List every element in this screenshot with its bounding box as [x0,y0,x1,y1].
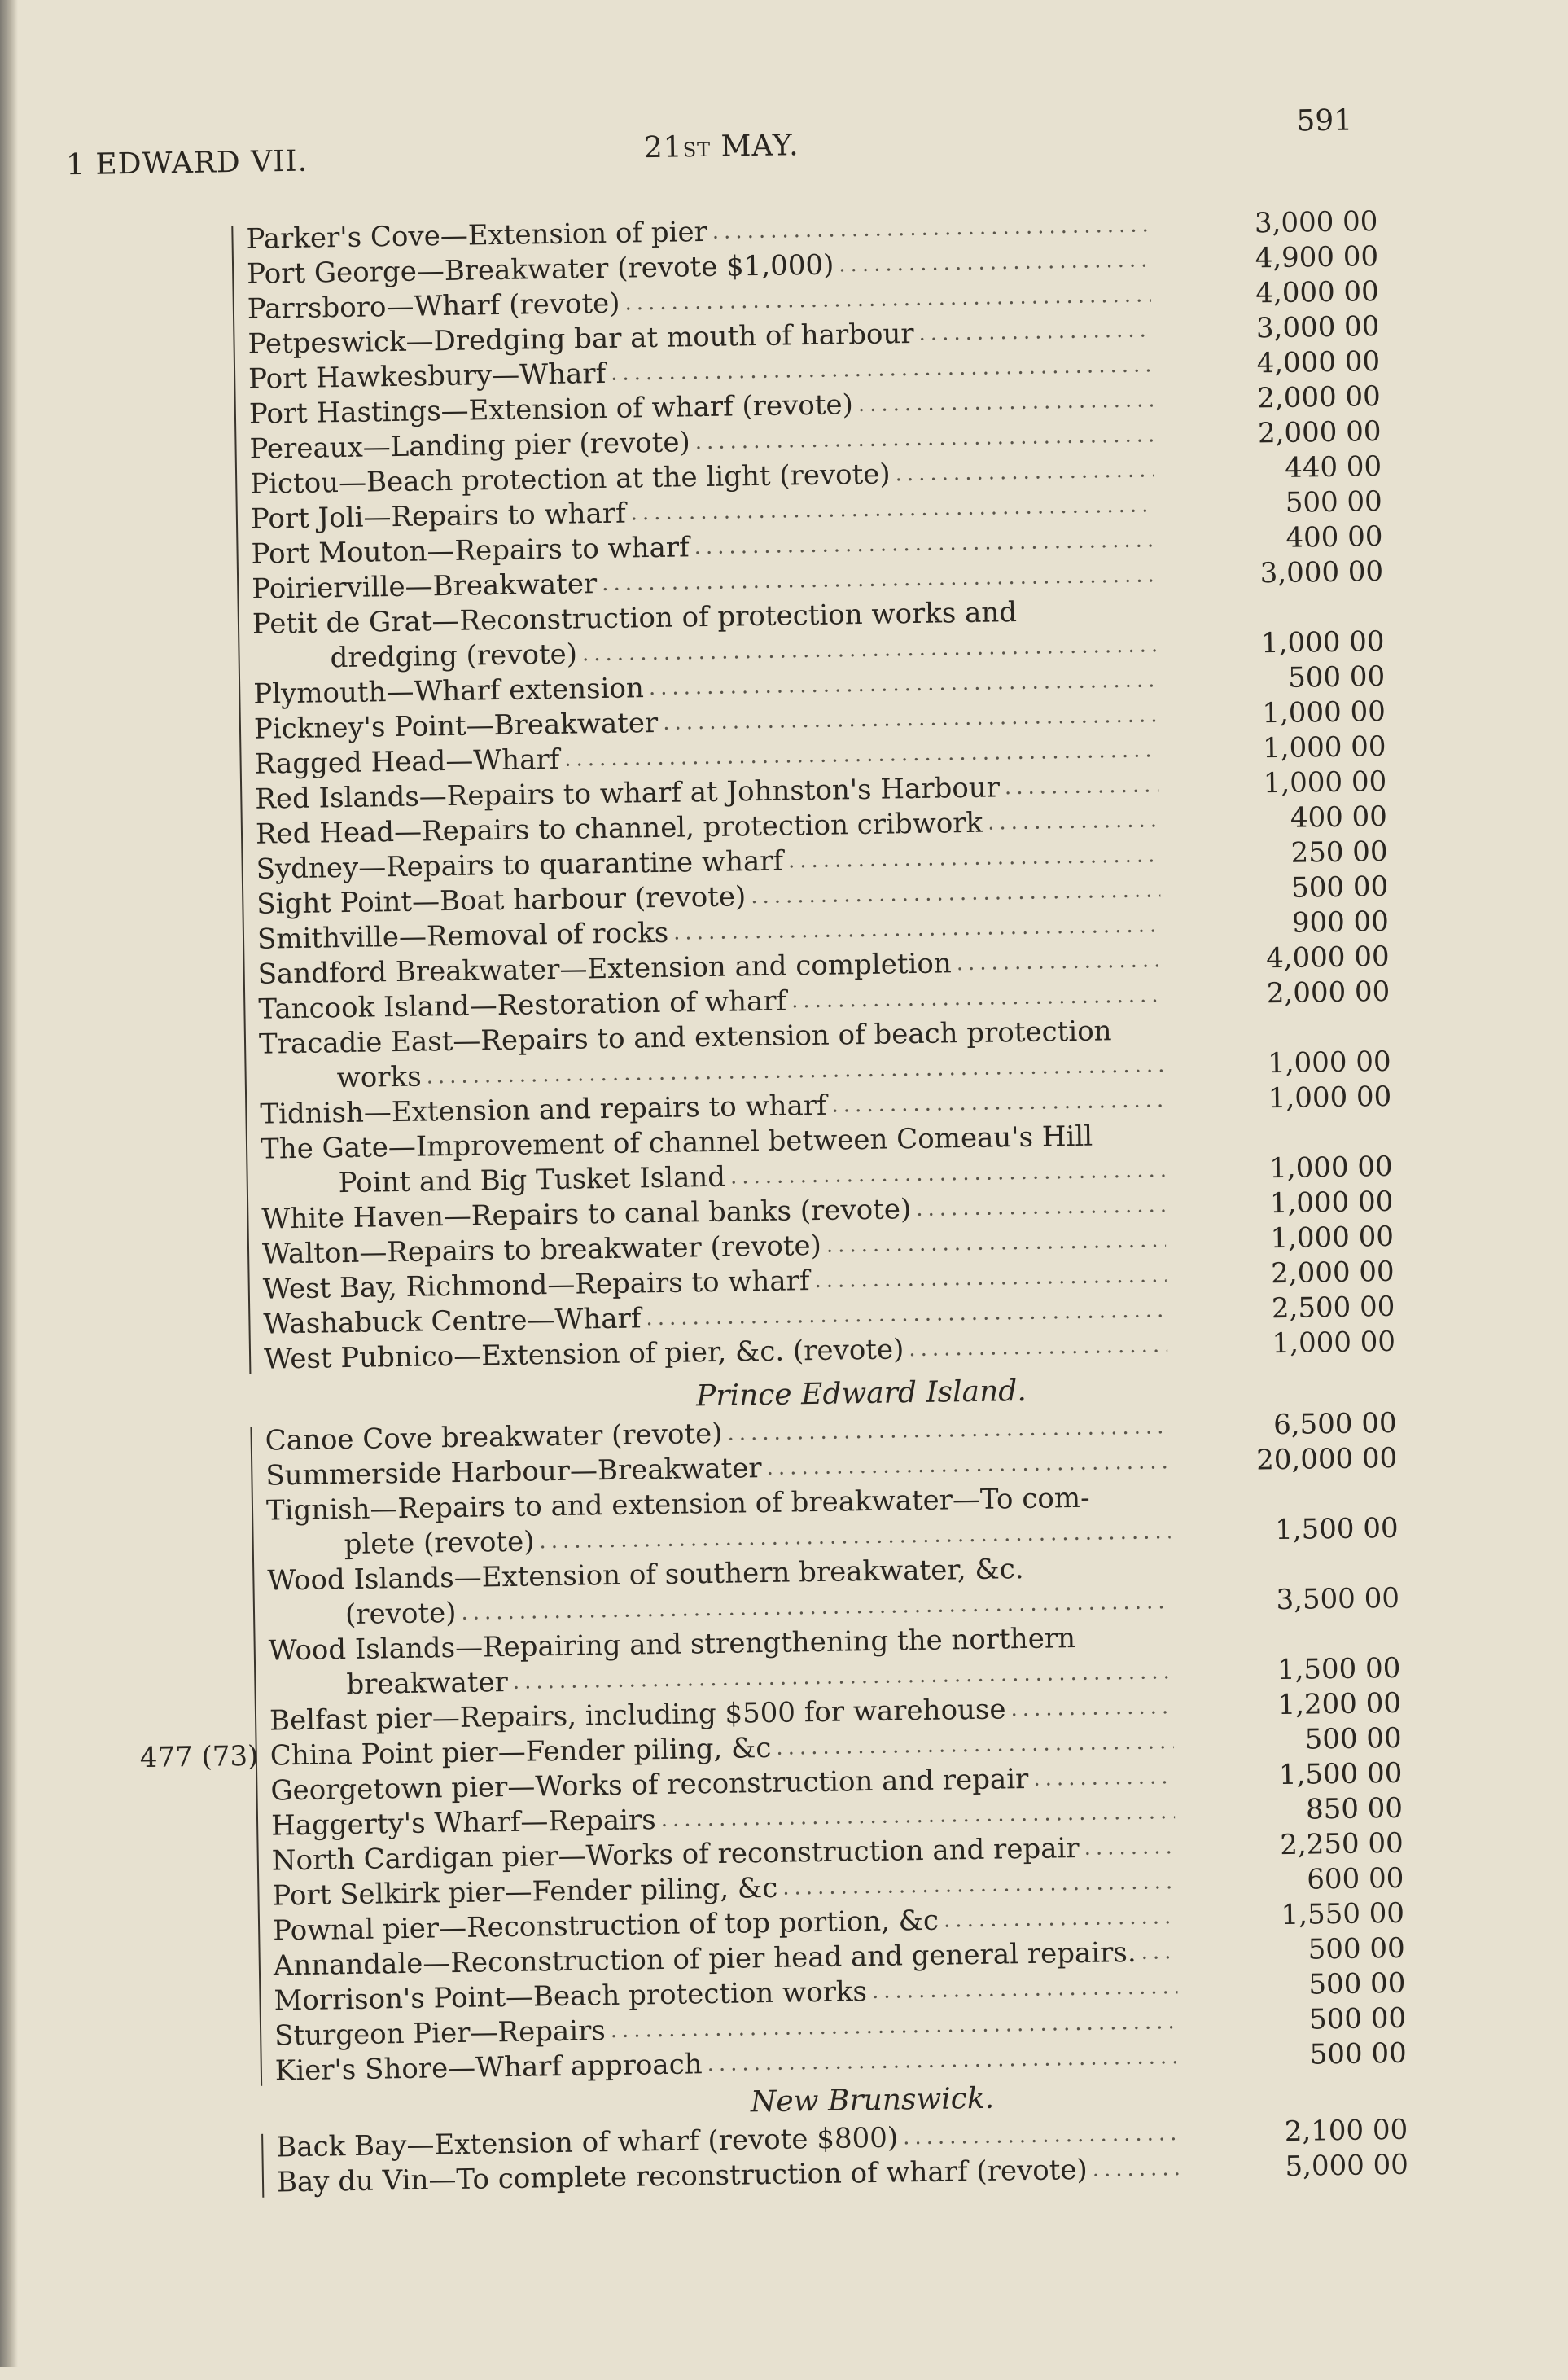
item-text: Sandford Breakwater—Extension and completion [257,947,953,991]
item-amount: 3,000 00 [1255,309,1380,345]
item-amount: 500 00 [1287,660,1386,695]
item-text: Sight Point—Boat harbour (revote) [256,880,747,921]
item-amount: 1,500 00 [1277,1651,1401,1687]
item-amount: 2,000 00 [1257,379,1382,415]
item-amount: 250 00 [1290,835,1388,870]
item-amount: 500 00 [1308,1966,1406,2001]
dot-leader [1005,768,1159,805]
item-text: Plymouth—Wharf extension [253,672,645,711]
item-amount: 1,000 00 [1272,1325,1396,1361]
item-amount: 4,000 00 [1255,274,1380,310]
item-amount: 400 00 [1285,519,1383,554]
date-suffix: ST [682,138,712,162]
item-text: West Pubnico—Extension of pier, &c. (revote) [263,1333,904,1376]
dot-leader [831,1083,1163,1123]
item-amount: 3,500 00 [1276,1581,1400,1617]
dot-leader [707,2040,1179,2082]
item-text: Petit de Grat—Reconstruction of protection works and [252,596,1018,641]
section-new-brunswick [15,2069,1568,2204]
item-text: West Bay, Richmond—Repairs to wharf [262,1265,810,1306]
item-text: Wood Islands—Extension of southern breakwater, &c. [267,1553,1024,1598]
dot-leader [903,2116,1180,2155]
item-amount: 400 00 [1290,800,1388,835]
item-text: Tidnish—Extension and repairs to wharf [260,1089,827,1131]
item-amount: 1,550 00 [1281,1896,1405,1932]
item-amount: 5,000 00 [1285,2148,1409,2184]
item-text: The Gate—Improvement of channel between Comeau's Hill [260,1120,1093,1166]
item-text: North Cardigan pier—Works of reconstruction and repair [271,1831,1080,1878]
dot-leader [944,1900,1177,1938]
dot-leader [791,978,1163,1019]
item-text: Kier's Shore—Wharf approach [274,2048,703,2088]
item-text: Back Bay—Extension of wharf (revote $800) [276,2121,899,2164]
item-amount: 2,000 00 [1270,1255,1395,1291]
item-amount: 20,000 00 [1255,1441,1398,1477]
item-amount: 1,000 00 [1269,1185,1394,1221]
dot-leader [916,1188,1166,1227]
item-text: Port Joli—Repairs to wharf [250,497,626,536]
item-amount: 1,000 00 [1262,730,1386,765]
item-amount: 1,000 00 [1262,695,1386,730]
dot-leader [909,1328,1167,1367]
item-amount: 2,500 00 [1271,1290,1395,1326]
item-text: Sturgeon Pier—Repairs [274,2014,607,2053]
item-amount: 1,200 00 [1277,1686,1402,1722]
item-text: Wood Islands—Repairing and strengthening the northern [268,1622,1076,1668]
item-amount: 6,500 00 [1272,1406,1397,1442]
item-text: Haggerty's Wharf—Repairs [270,1804,657,1843]
item-amount: 500 00 [1307,1931,1405,1966]
item-text: Summerside Harbour—Breakwater [265,1452,762,1492]
item-text: Tancook Island—Restoration of wharf [258,984,787,1026]
item-list [0,202,1568,1382]
item-text: Belfast pier—Repairs, including $500 for warehouse [269,1693,1006,1738]
item-text: White Haven—Repairs to canal banks (revote) [261,1193,912,1236]
item-amount: 2,000 00 [1266,975,1391,1010]
item-text: Bay du Vin—To complete reconstruction of wharf (revote) [276,2153,1088,2199]
item-text-continued: (revote) [344,1596,457,1632]
item-text: Port Hastings—Extension of wharf (revote) [248,388,854,431]
item-text: Pereaux—Landing pier (revote) [249,426,691,466]
item-text-continued: plete (revote) [344,1525,535,1562]
item-text: Port Selkirk pier—Fender piling, &c [272,1871,778,1913]
item-amount: 1,500 00 [1278,1756,1403,1792]
item-text-continued: works [336,1060,422,1095]
item-amount: 1,000 00 [1260,625,1385,660]
dot-leader [1092,2151,1180,2188]
item-text: Smithville—Removal of rocks [256,916,669,956]
dot-leader [1010,1690,1173,1727]
item-text: Port George—Breakwater (revote $1,000) [246,248,834,291]
item-text: Red Islands—Repairs to wharf at Johnston's Harbour [255,771,1001,816]
item-amount: 2,250 00 [1279,1826,1404,1862]
dot-leader [839,243,1150,283]
item-text: Petpeswick—Dredging bar at mouth of harbour [247,317,914,361]
item-text-continued: dredging (revote) [330,638,578,675]
item-text: Ragged Head—Wharf [254,743,560,781]
item-text: Red Head—Repairs to channel, protection cribwork [255,806,983,851]
dot-leader [788,838,1160,879]
item-amount: 1,000 00 [1270,1220,1395,1256]
item-text-continued: Point and Big Tusket Island [338,1160,726,1200]
dot-leader [1084,1830,1176,1866]
item-amount: 500 00 [1308,2001,1407,2036]
item-text: Washabuck Centre—Wharf [263,1302,642,1341]
dot-leader [814,1258,1167,1299]
dot-leader [766,1444,1169,1486]
item-text-continued: breakwater [346,1665,509,1702]
item-amount: 3,000 00 [1254,204,1378,240]
item-text: Port Hawkesbury—Wharf [247,357,607,396]
item-amount: 1,000 00 [1268,1150,1393,1186]
item-text: Walton—Repairs to breakwater (revote) [261,1229,822,1271]
item-amount: 1,500 00 [1274,1511,1399,1547]
item-text: China Point pier—Fender piling, &c [269,1731,772,1773]
running-header-date [644,129,799,164]
item-amount: 500 00 [1309,2036,1408,2071]
margin-vote-reference: 477 (73) [139,1739,259,1775]
dot-leader [895,453,1154,492]
item-amount: 600 00 [1307,1861,1404,1896]
running-header-left: 1 EDWARD VII. [65,144,309,182]
dot-leader [872,1970,1178,2010]
item-text: Pickney's Point—Breakwater [253,706,659,746]
item-amount: 4,000 00 [1256,344,1381,380]
item-amount: 900 00 [1291,905,1390,940]
dot-leader [956,943,1162,981]
item-text: Port Mouton—Repairs to wharf [251,531,690,571]
item-amount: 3,000 00 [1259,554,1384,590]
dot-leader [1141,1935,1177,1970]
dot-leader [918,313,1152,351]
item-amount: 500 00 [1304,1721,1402,1756]
section-heading: Prince Edward Island. [695,1374,1027,1414]
item-text: Poirierville—Breakwater [251,568,598,606]
dot-leader [776,1725,1174,1766]
item-text: Parker's Cove—Extension of pier [246,215,708,256]
item-text: Parrsboro—Wharf (revote) [247,287,620,326]
page-number: 591 [1296,103,1353,138]
date-month: MAY. [720,129,799,164]
dot-leader [858,383,1154,423]
item-text: Pownal pier—Reconstruction of top portion, &c [272,1904,939,1948]
item-amount: 440 00 [1284,449,1382,484]
item-text: Canoe Cove breakwater (revote) [265,1417,723,1457]
section-heading: New Brunswick. [750,2081,995,2119]
item-amount: 500 00 [1285,484,1383,519]
section-nova-scotia [0,202,1568,1382]
dot-leader [1033,1760,1175,1797]
dot-leader [988,803,1159,840]
item-amount: 1,000 00 [1267,1045,1391,1080]
item-text: Sydney—Repairs to quarantine wharf [256,844,784,886]
section-prince-edward-island [4,1362,1568,2093]
item-text: Pictou—Beach protection at the light (revote) [249,458,891,501]
item-text: Tignish—Repairs to and extension of breakwater—To com- [265,1481,1090,1527]
dot-leader [782,1865,1176,1906]
dot-leader [826,1223,1167,1264]
item-text: Annandale—Reconstruction of pier head and general repairs. [273,1935,1137,1983]
item-amount: 1,000 00 [1268,1080,1392,1115]
item-text: Morrison's Point—Beach protection works [274,1975,868,2018]
item-text: Georgetown pier—Works of reconstruction and repair [270,1762,1029,1808]
item-amount: 1,000 00 [1263,765,1387,800]
date-day: 21 [643,130,683,165]
item-amount: 500 00 [1290,870,1389,905]
item-amount: 4,000 00 [1265,940,1390,975]
item-amount: 2,000 00 [1257,414,1382,450]
item-list [4,1403,1568,2093]
item-amount: 850 00 [1305,1791,1404,1826]
item-amount: 2,100 00 [1284,2113,1408,2149]
item-text: Tracadie East—Repairs to and extension of beach protection [258,1015,1112,1061]
item-amount: 4,900 00 [1255,239,1379,275]
